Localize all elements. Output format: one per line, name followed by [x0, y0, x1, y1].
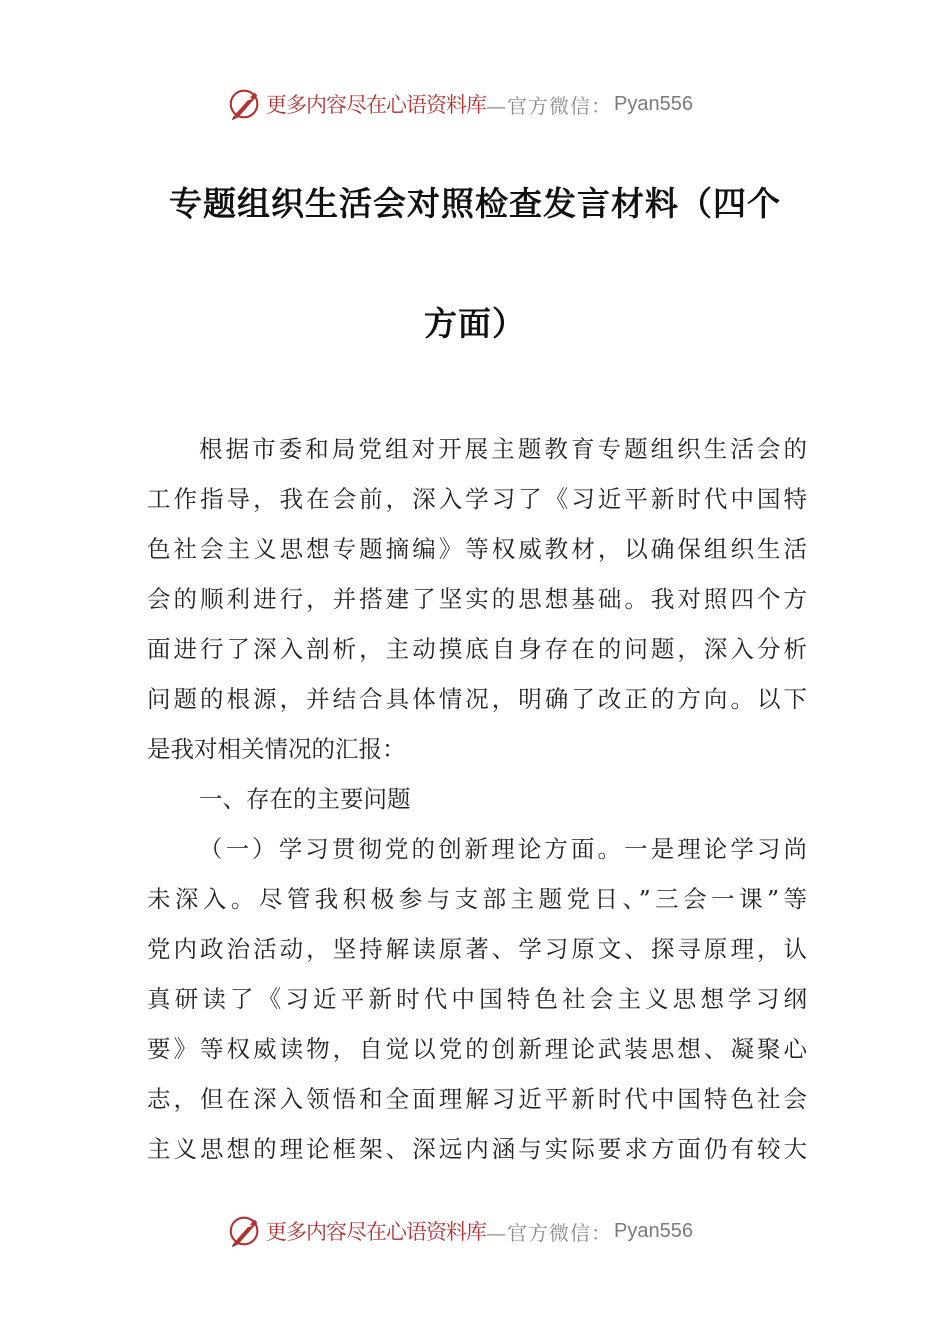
watermark-banner-top [0, 84, 950, 124]
watermark-wechat-label: —官方微信： [486, 93, 612, 118]
watermark-wechat-label: —官方微信： [486, 1220, 612, 1245]
section1-line: 主义思想的理论框架、深远内涵与实际要求方面仍有较大 [147, 1135, 807, 1163]
section1-line: （一）学习贯彻党的创新理论方面。一是理论学习尚 [199, 835, 807, 863]
intro-line: 问题的根源，并结合具体情况，明确了改正的方向。以下 [147, 685, 807, 713]
watermark-brand-text: 更多内容尽在心语资料库 [266, 93, 486, 117]
intro-line: 会的顺利进行，并搭建了坚实的思想基础。我对照四个方 [147, 585, 807, 613]
section-heading: 一、存在的主要问题 [199, 785, 411, 813]
watermark-banner-bottom [0, 1211, 950, 1251]
intro-paragraph [147, 424, 807, 1174]
watermark-content [226, 84, 693, 124]
intro-line: 根据市委和局党组对开展主题教育专题组织生活会的 [199, 435, 807, 463]
watermark-wechat-id: Pyan556 [614, 92, 693, 115]
intro-line: 工作指导，我在会前，深入学习了《习近平新时代中国特 [147, 485, 807, 513]
watermark-content [226, 1211, 693, 1251]
section1-line: 要》等权威读物，自觉以党的创新理论武装思想、凝聚心 [147, 1035, 807, 1063]
pen-logo-icon [226, 85, 264, 123]
section1-line: 真研读了《习近平新时代中国特色社会主义思想学习纲 [147, 985, 807, 1013]
watermark-wechat-id: Pyan556 [614, 1219, 693, 1242]
intro-line: 面进行了深入剖析，主动摸底自身存在的问题，深入分析 [147, 635, 807, 663]
pen-logo-icon [226, 1212, 264, 1250]
intro-line: 是我对相关情况的汇报： [147, 735, 406, 763]
intro-line: 色社会主义思想专题摘编》等权威教材，以确保组织生活 [147, 535, 807, 563]
document-title-line2: 方面） [424, 304, 526, 343]
document-title-line1: 专题组织生活会对照检查发言材料（四个 [169, 184, 781, 223]
watermark-brand-text: 更多内容尽在心语资料库 [266, 1220, 486, 1244]
section1-line: 党内政治活动，坚持解读原著、学习原文、探寻原理，认 [147, 935, 807, 963]
section1-line: 志，但在深入领悟和全面理解习近平新时代中国特色社会 [147, 1085, 807, 1113]
section1-line: 未深入。尽管我积极参与支部主题党日、”三会一课”等 [147, 885, 807, 913]
